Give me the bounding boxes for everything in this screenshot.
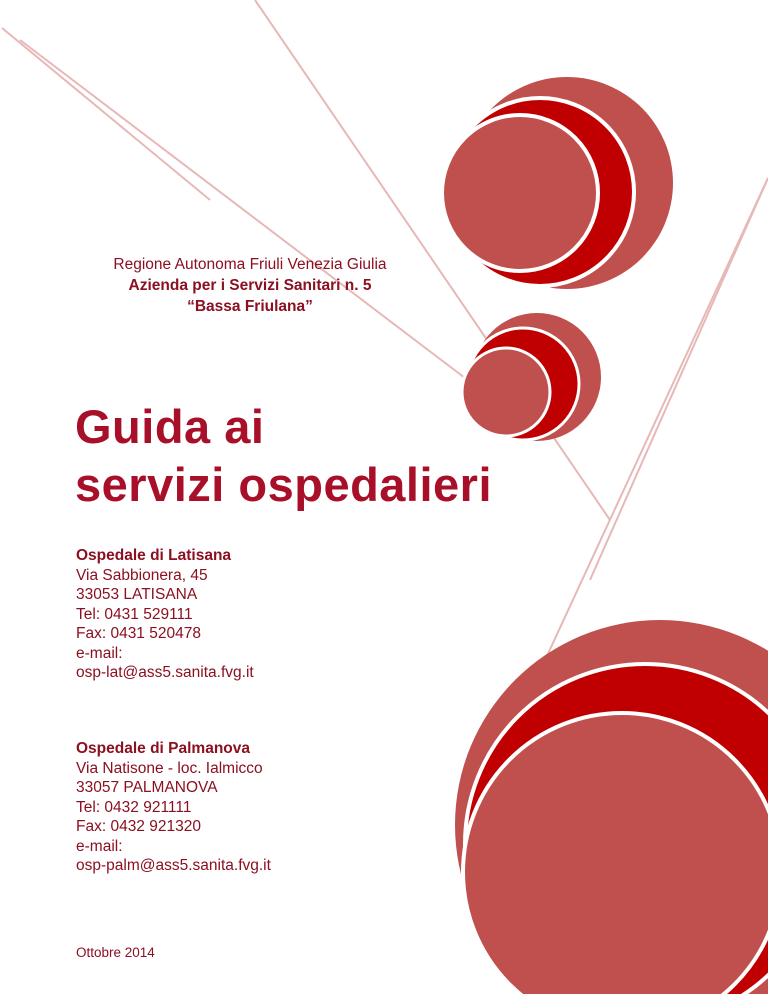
hospital-email[interactable]: osp-lat@ass5.sanita.fvg.it xyxy=(76,664,254,681)
hospital-email-label: e-mail: xyxy=(76,644,123,662)
title-line-1: Guida ai xyxy=(75,400,265,453)
agency-name: Azienda per i Servizi Sanitari n. 5 xyxy=(128,277,372,294)
hospital-city: 33053 LATISANA xyxy=(76,586,198,603)
top-circle-group xyxy=(442,77,673,289)
hospital-name: Ospedale di Palmanova xyxy=(76,740,251,757)
hospital-name: Ospedale di Latisana xyxy=(76,547,232,564)
region-name: Regione Autonoma Friuli Venezia Giulia xyxy=(113,256,387,273)
hospital-fax: Fax: 0432 921320 xyxy=(76,818,201,835)
hospital-tel: Tel: 0431 529111 xyxy=(76,605,193,623)
hospital-address: Via Sabbionera, 45 xyxy=(76,566,208,584)
header xyxy=(40,254,460,317)
diagonal-line-1 xyxy=(2,28,210,200)
agency-subname: “Bassa Friulana” xyxy=(187,298,313,315)
hospital-tel: Tel: 0432 921111 xyxy=(76,798,192,816)
hospital-address: Via Natisone - loc. Ialmicco xyxy=(76,759,263,777)
hospital-palmanova xyxy=(76,739,271,876)
hospital-fax: Fax: 0431 520478 xyxy=(76,625,201,642)
bottom-circle-group xyxy=(455,620,768,994)
hospital-latisana xyxy=(76,546,254,683)
title-line-2: servizi ospedalieri xyxy=(75,458,493,511)
top-circle-inner xyxy=(442,115,598,271)
hospital-email-label: e-mail: xyxy=(76,837,123,855)
publication-date: Ottobre 2014 xyxy=(76,945,155,960)
page-title xyxy=(75,398,492,514)
hospital-email[interactable]: osp-palm@ass5.sanita.fvg.it xyxy=(76,857,271,874)
hospital-city: 33057 PALMANOVA xyxy=(76,779,218,796)
